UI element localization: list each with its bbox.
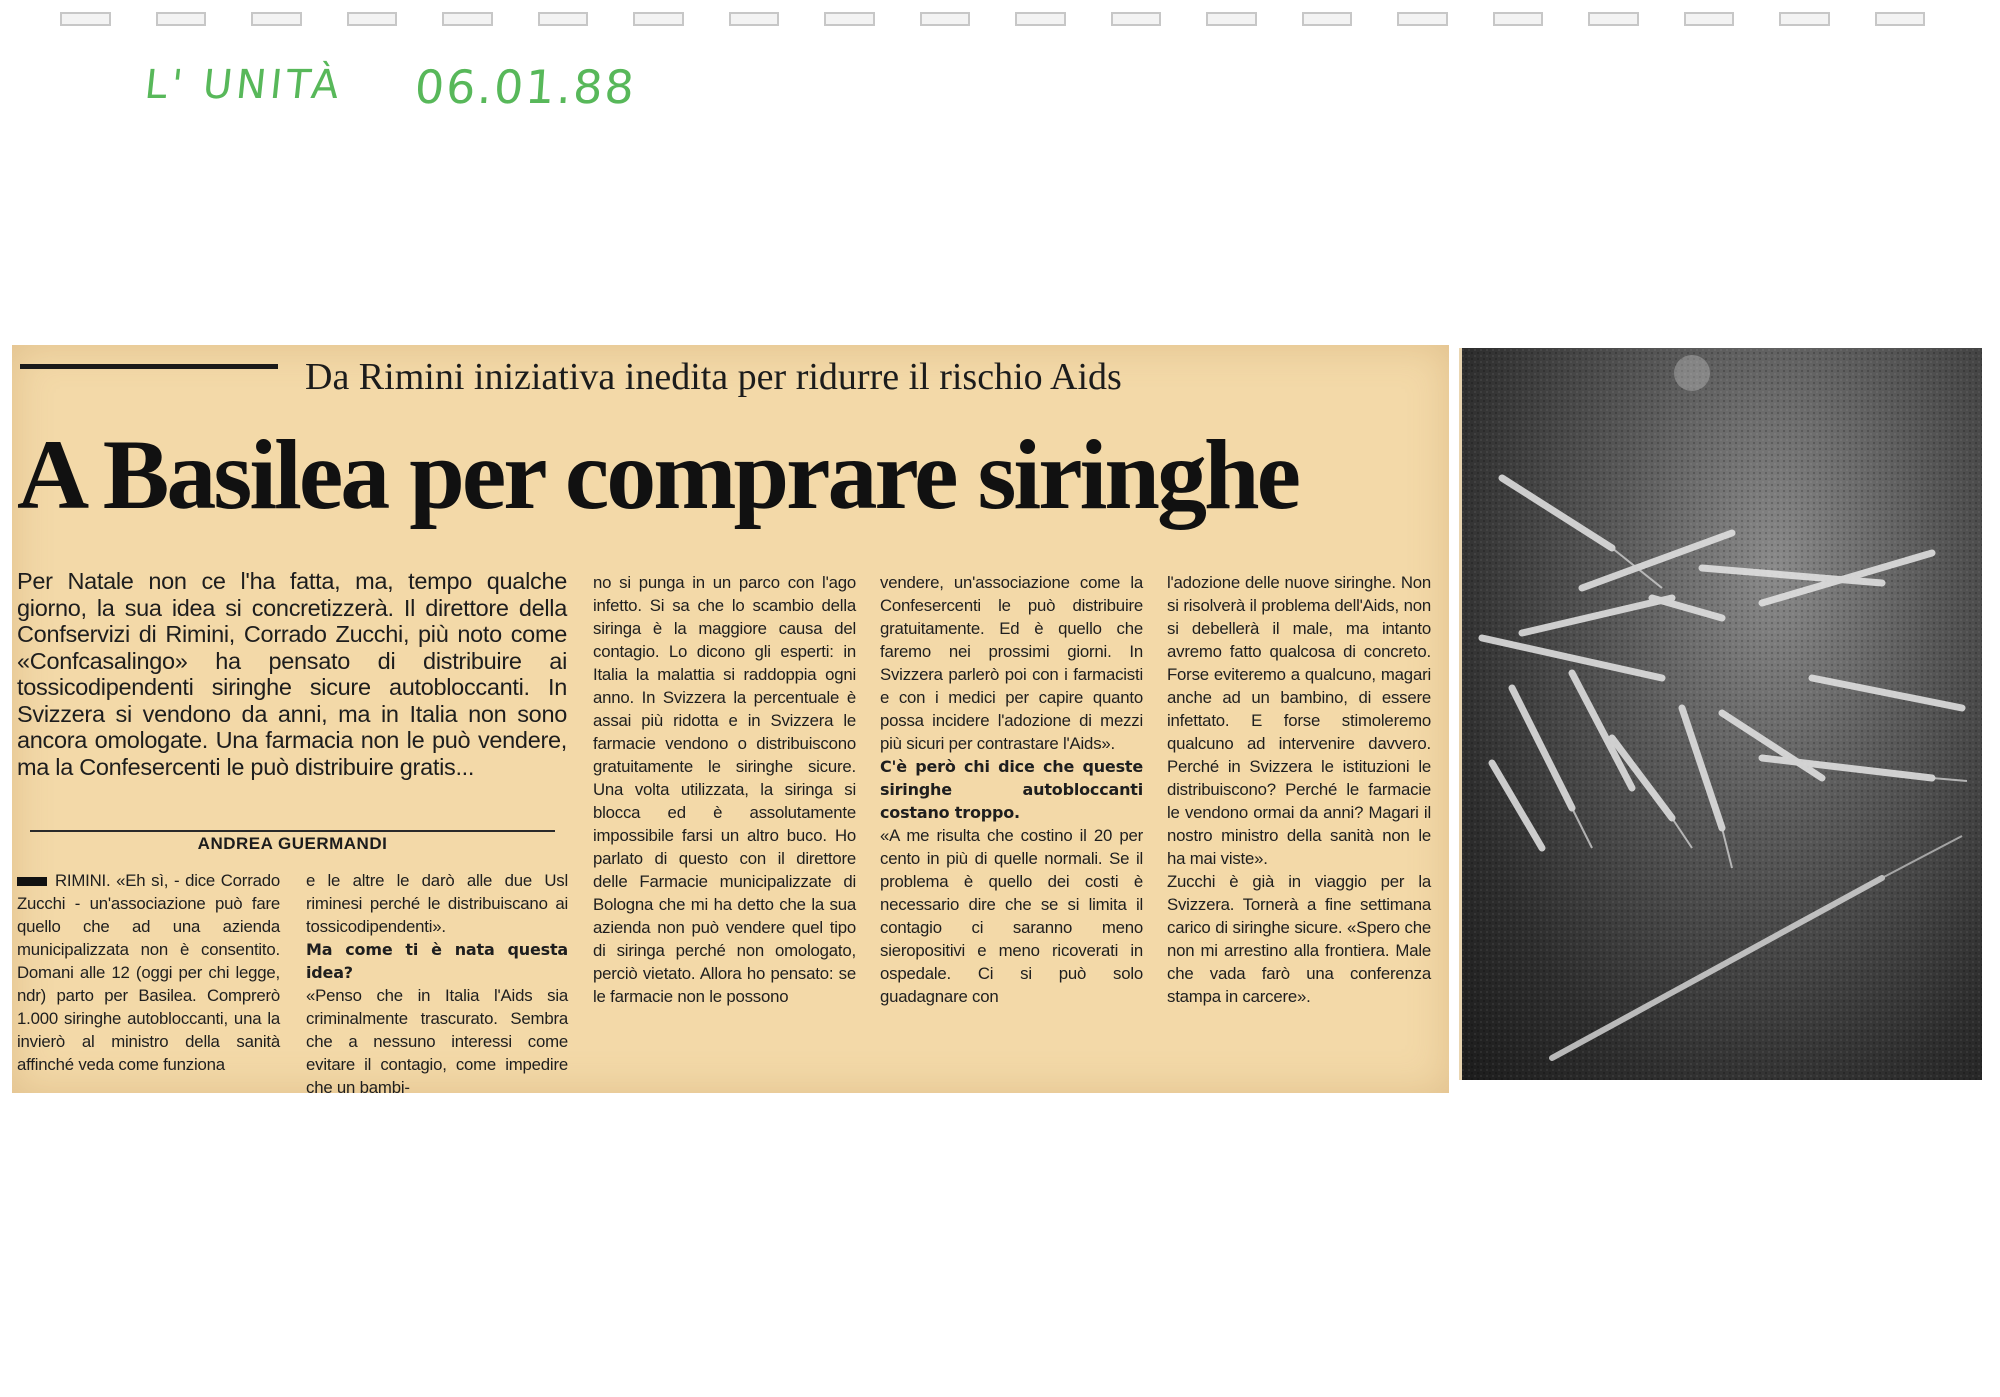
column-2-text-b: «Penso che in Italia l'Aids sia criminalmente trascurato. Sembra che a nessuno interessi come evitare il contagio, come impedire che un bambi- — [306, 986, 568, 1097]
byline-rule — [30, 830, 555, 832]
article-headline: A Basilea per comprare siringhe — [17, 419, 1298, 530]
column-4-text-a: vendere, un'associazione come la Confesercenti le può distribuire gratuitamente. Ed è quello che faremo nei prossimi giorni. In Svizzera parlerò poi con i farmacisti e con i medici per capire quanto possa incidere l'adozione di mezzi più sicuri per contrastare l'Aids». — [880, 573, 1143, 753]
kicker-rule — [20, 364, 278, 369]
article-column-4 — [880, 571, 1143, 1008]
interview-question-2: C'è però chi dice che queste siringhe autobloccanti costano troppo. — [880, 757, 1143, 822]
article-column-2 — [306, 869, 568, 1099]
column-3-text: no si punga in un parco con l'ago infetto. Si sa che lo scambio della siringa è la maggiore causa del contagio. Lo dicono gli esperti: in Italia la malattia si raddoppia ogni anno. In Svizzera la percentuale è assai più ridotta e in Svizzera le farmacie vendono o distribuiscono gratuitamente le siringhe sicure. Una volta utilizzata, la siringa si blocca ed è assolutamente impossibile farsi un altro buco. Ho parlato di questo con il direttore delle Farmacie municipalizzate di Bologna che mi ha detto che la sua azienda non può vendere quel tipo di siringa perché non omologato, perciò vietato. Allora ho pensato: se le farmacie non le possono — [593, 573, 856, 1006]
dateline-marker — [17, 877, 47, 886]
handwritten-date: 06.01.88 — [413, 60, 638, 114]
article-column-5 — [1167, 571, 1431, 1008]
interview-question-1: Ma come ti è nata questa idea? — [306, 940, 568, 982]
column-5-text-b: Zucchi è già in viaggio per la Svizzera. Tornerà a fine settimana carico di siringhe sicure. «Spero che non mi arrestino alla frontiera. Male che vada farò una conferenza stampa in carcere». — [1167, 872, 1431, 1006]
article-column-1 — [17, 869, 280, 1076]
binder-strip — [60, 12, 1970, 34]
article-lead: Per Natale non ce l'ha fatta, ma, tempo qualche giorno, la sua idea si concretizzerà. Il direttore della Confservizi di Rimini, Corrado Zucchi, più noto come «Confcasalingo» ha pensato di distribuire ai tossicodipendenti siringhe sicure autobloccanti. In Svizzera si vendono da anni, ma in Italia non sono ancora omologate. Una farmacia non le può vendere, ma la Confesercenti le può distribuire gratis... — [17, 568, 567, 780]
handwritten-newspaper-name: L' UNITÀ — [142, 62, 346, 108]
article-kicker: Da Rimini iniziativa inedita per ridurre il rischio Aids — [305, 356, 1122, 398]
article-byline: ANDREA GUERMANDI — [197, 834, 388, 853]
column-2-text-a: e le altre le darò alle due Usl riminesi perché le distribuiscano ai tossicodipendenti». — [306, 871, 568, 936]
column-1-text: RIMINI. «Eh sì, - dice Corrado Zucchi - un'associazione può fare quello che ad una azienda municipalizzata non è consentito. Domani alle 12 (oggi per chi legge, ndr) parto per Basilea. Comprerò 1.000 siringhe autobloccanti, una la invierò al ministro della sanità affinché veda come funziona — [17, 871, 280, 1074]
article-column-3 — [593, 571, 856, 1008]
syringes-photo — [1459, 348, 1982, 1080]
column-5-text-a: l'adozione delle nuove siringhe. Non si risolverà il problema dell'Aids, non si debellerà il male, ma intanto avremo fatto qualcosa di concreto. Forse eviteremo a qualcuno, magari anche ad un bambino, di essere infettato. E forse stimoleremo qualcuno ad intervenire davvero. Perché in Svizzera le istituzioni le distribuiscono? Perché le farmacie le vendono ormai da anni? Magari il nostro ministro della sanità non le ha mai viste». — [1167, 573, 1431, 868]
column-4-text-b: «A me risulta che costino il 20 per cento in più di quelle normali. Se il problema è quello dei costi è necessario dire che se si limita il contagio ci saranno meno sieropositivi e meno ricoverati in ospedale. Ci si può solo guadagnare con — [880, 826, 1143, 1006]
syringes-illustration — [1462, 348, 1982, 1080]
